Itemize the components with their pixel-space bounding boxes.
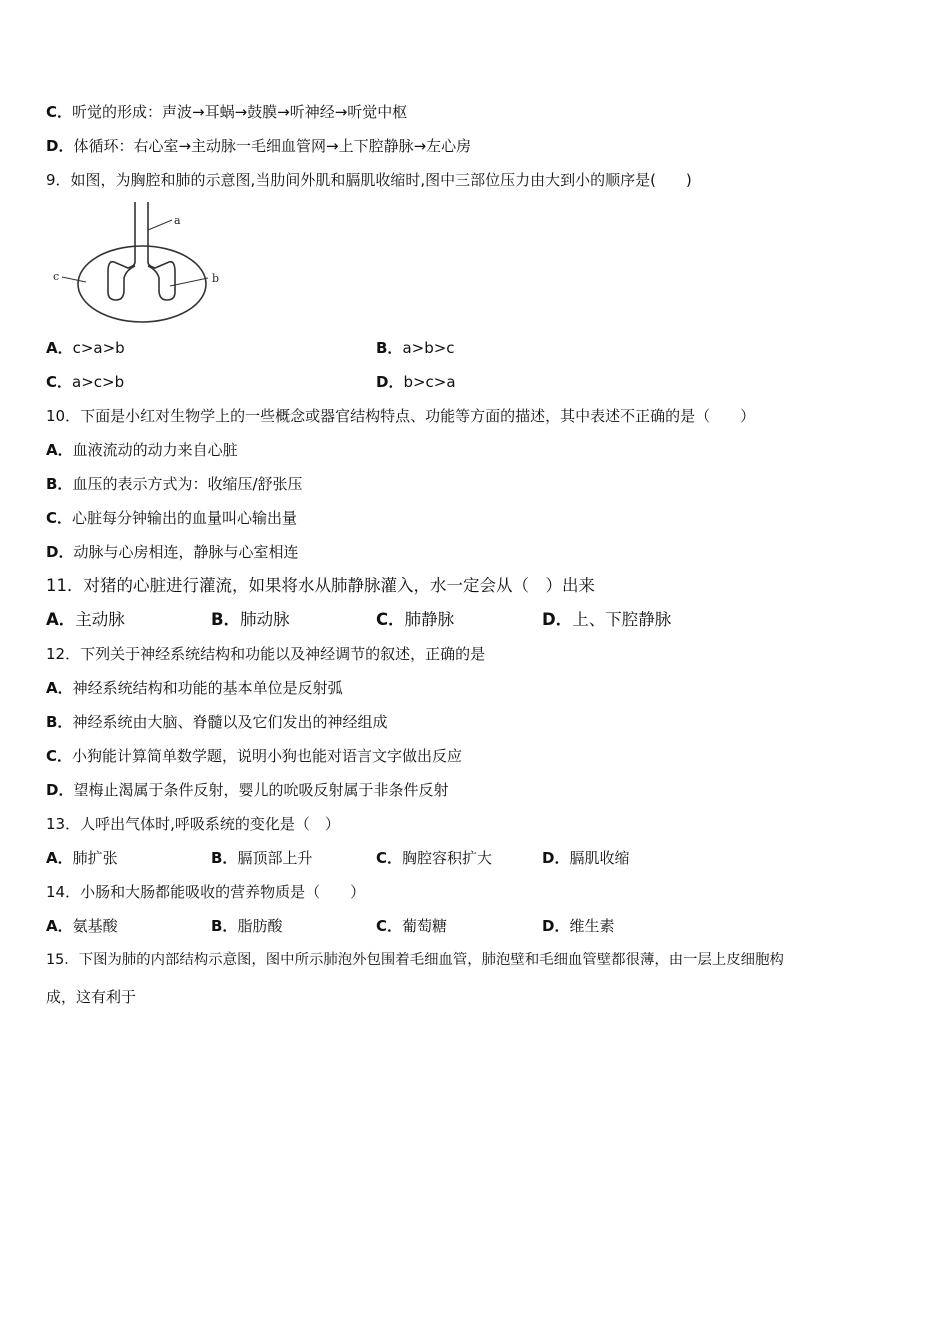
option-c-text: 葡萄糖 [402,917,448,935]
option-letter: A． [46,679,73,697]
q12-option-a [46,677,343,699]
option-letter: B． [376,339,403,357]
option-letter: D． [542,849,570,867]
option-d-text: 维生素 [569,917,615,935]
option-a-text: 氨基酸 [72,917,118,935]
q8-option-d [46,135,471,157]
option-letter: C． [46,509,73,527]
option-letter: D． [46,781,74,799]
option-text: 听觉的形成：声波→耳蜗→鼓膜→听神经→听觉中枢 [72,103,408,121]
option-letter: D． [542,917,570,935]
option-letter: B． [211,849,238,867]
option-letter: A． [46,339,73,357]
q12-stem: 12．下列关于神经系统结构和功能以及神经调节的叙述，正确的是 [46,645,486,663]
pointer-c [62,277,86,282]
q13-stem: 13．人呼出气体时,呼吸系统的变化是（ ） [46,815,340,833]
q8-option-c [46,101,407,123]
q10-option-d [46,541,298,563]
q10-option-b [46,473,303,495]
option-text: 望梅止渴属于条件反射，婴儿的吮吸反射属于非条件反射 [73,781,449,799]
option-letter: A． [46,917,73,935]
option-letter: C． [376,610,405,629]
option-letter: C． [46,103,73,121]
option-text: 心脏每分钟输出的血量叫心输出量 [72,509,298,527]
q12-option-d [46,779,448,801]
label-b: b [212,272,220,285]
option-letter: D． [542,610,573,629]
q10-option-a [46,439,238,461]
option-letter: D． [376,373,404,391]
option-letter: A． [46,610,76,629]
label-c: c [53,270,60,283]
option-c-text: 胸腔容积扩大 [402,849,493,867]
option-d-text: 膈肌收缩 [569,849,630,867]
option-text: 神经系统结构和功能的基本单位是反射弧 [72,679,343,697]
q10-stem: 10．下面是小红对生物学上的一些概念或器官结构特点、功能等方面的描述，其中表述不正确的是（ ） [46,407,756,425]
option-a-text: 主动脉 [75,610,125,629]
option-letter: A． [46,849,73,867]
option-b-text: 脂肪酸 [237,917,283,935]
q9-stem: 9．如图，为胸腔和肺的示意图,当肋间外肌和膈肌收缩时,图中三部位压力由大到小的顺序是( ) [46,171,692,189]
option-text: 血液流动的动力来自心脏 [72,441,238,459]
option-d-text: b>c>a [403,373,456,391]
option-letter: B． [211,917,238,935]
option-letter: D． [46,543,74,561]
option-b-text: 膈顶部上升 [237,849,313,867]
option-b-text: a>b>c [402,339,455,357]
label-a: a [174,214,181,227]
option-a-text: 肺扩张 [72,849,118,867]
option-c-text: a>c>b [72,373,125,391]
option-letter: B． [46,713,73,731]
option-letter: A． [46,441,73,459]
option-text: 神经系统由大脑、脊髓以及它们发出的神经组成 [72,713,388,731]
pointer-a [148,220,172,230]
option-a-text: c>a>b [72,339,125,357]
thorax-outline [78,246,206,322]
q15-stem-line1: 15．下图为肺的内部结构示意图，图中所示肺泡外包围着毛细血管，肺泡壁和毛细血管壁都很薄，由一层上皮细胞构 [46,952,784,968]
option-letter: C． [46,747,73,765]
q10-option-c [46,507,297,529]
thorax-lung-diagram [50,200,230,328]
q12-option-c [46,745,462,767]
option-c-text: 肺静脉 [404,610,455,629]
option-letter: D． [46,137,74,155]
option-text: 血压的表示方式为：收缩压/舒张压 [72,475,303,493]
q15-stem-line2: 成，这有利于 [46,988,137,1006]
right-lung [148,262,175,300]
option-letter: C． [376,917,403,935]
option-letter: C． [376,849,403,867]
q11-stem: 11．对猪的心脏进行灌流，如果将水从肺静脉灌入，水一定会从（ ）出来 [46,576,595,595]
q12-option-b [46,711,387,733]
option-letter: B． [211,610,241,629]
q14-stem: 14．小肠和大肠都能吸收的营养物质是（ ） [46,883,366,901]
option-text: 体循环：右心室→主动脉一毛细血管网→上下腔静脉→左心房 [73,137,472,155]
left-lung [108,262,135,300]
option-d-text: 上、下腔静脉 [572,610,672,629]
option-text: 小狗能计算简单数学题，说明小狗也能对语言文字做出反应 [72,747,463,765]
option-letter: B． [46,475,73,493]
option-letter: C． [46,373,73,391]
option-b-text: 肺动脉 [240,610,290,629]
option-text: 动脉与心房相连，静脉与心室相连 [73,543,299,561]
